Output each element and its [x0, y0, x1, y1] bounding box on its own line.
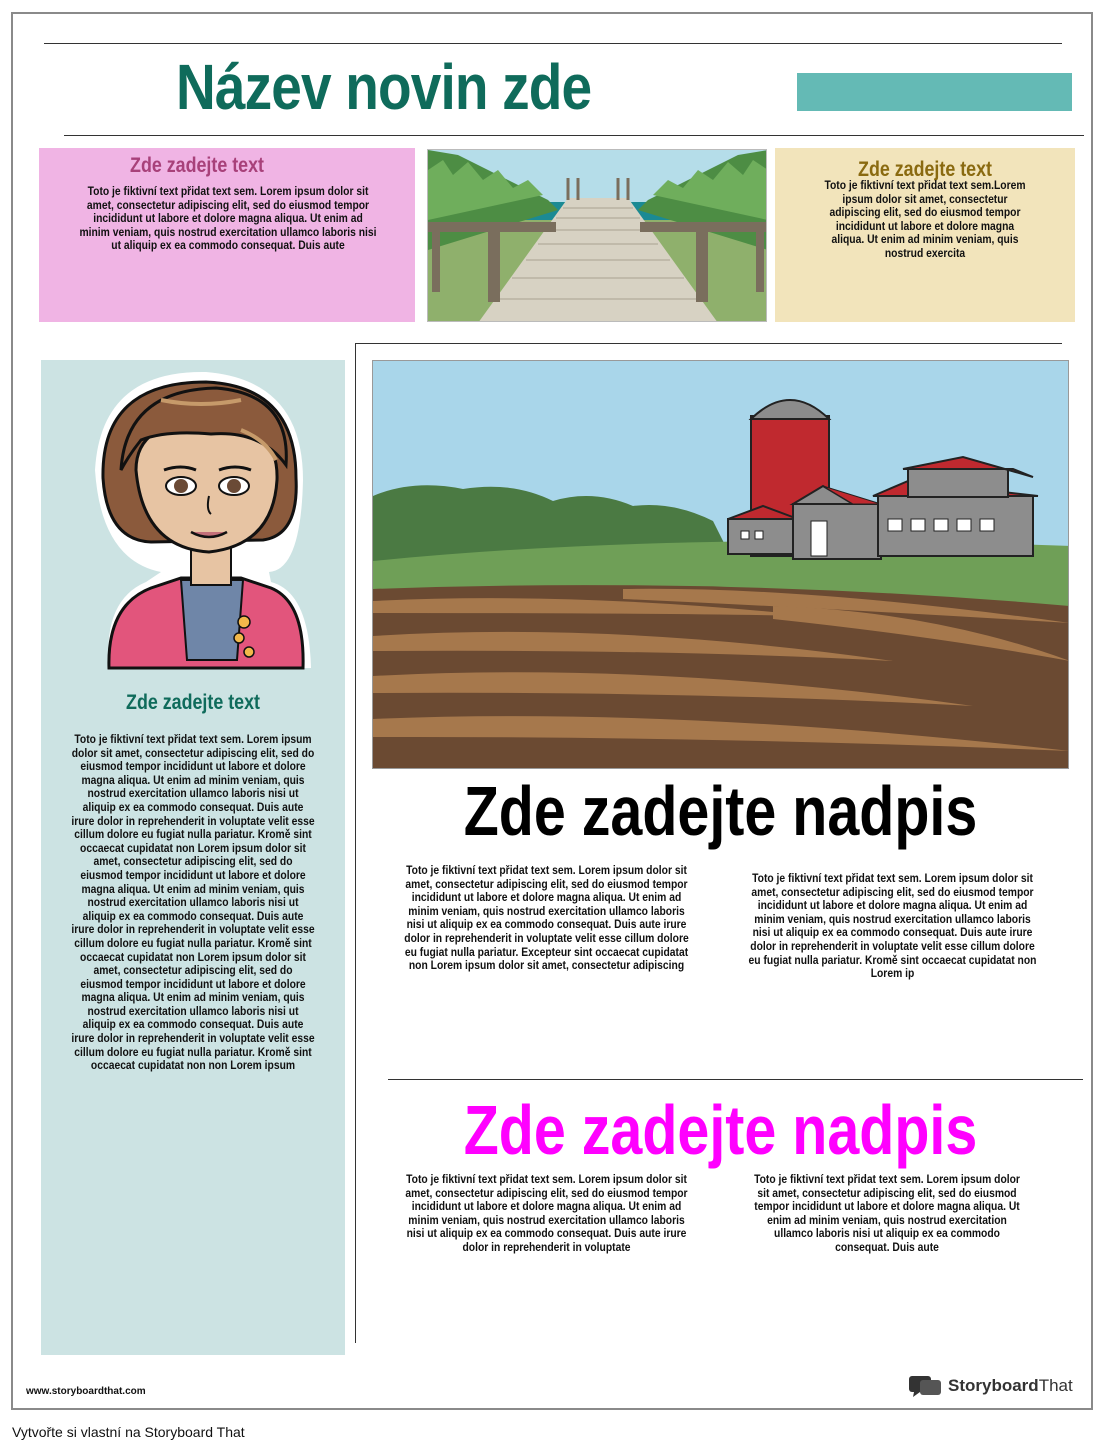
sidebar-body: Toto je fiktivní text přidat text sem. Lorem ipsum dolor sit amet, consectetur adipiscing elit, sed do eiusmod tempor incididunt ut labore et dolore magna aliqua. Ut enim ad minim veniam, quis nostrud exercitation ullamco laboris nisi ut aliquip ex ea commodo consequat. Duis aute irure dolor in reprehenderit in voluptate velit esse cillum dolore eu fugiat nulla pariatur. Kromě sint occaecat cupidatat non Lorem ipsum dolor sit amet, consectetur adipiscing elit, sed do eiusmod tempor incididunt ut labore et dolore magna aliqua. Ut enim ad minim veniam, quis nostrud exercitation ullamco laboris nisi ut aliquip ex ea commodo consequat. Duis aute irure dolor in reprehenderit in voluptate velit esse cillum dolore eu fugiat nulla pariatur. Kromě sint occaecat cupidatat non Lorem ipsum dolor sit amet, consectetur adipiscing elit, sed do eiusmod tempor incididunt ut labore et dolore magna aliqua. Ut enim ad minim veniam, quis nostrud exercitation ullamco laboris nisi ut aliquip ex ea commodo consequat. Duis aute irure dolor in reprehenderit in voluptate velit esse cillum dolore eu fugiat nulla pariatur. Kromě sint occaecat cupidatat non non Lorem ipsum	[71, 732, 315, 1073]
masthead-top-rule	[44, 43, 1062, 44]
article2-col1: Toto je fiktivní text přidat text sem. Lorem ipsum dolor sit amet, consectetur adipiscing elit, sed do eiusmod tempor incididunt ut labore et dolore magna aliqua. Ut enim ad minim veniam, quis nostrud exercitation ullamco laboris nisi ut aliquip ex ea commodo consequat. Duis aute irure dolor in reprehenderit in voluptate	[405, 1172, 688, 1254]
create-your-own-note[interactable]: Vytvořte si vlastní na Storyboard That	[12, 1424, 245, 1440]
farm-image	[372, 360, 1069, 769]
section-rule	[355, 343, 1062, 344]
article2-headline: Zde zadejte nadpis	[463, 1091, 978, 1169]
boardwalk-image	[427, 149, 767, 322]
top-right-text-box	[775, 148, 1075, 322]
newspaper-title: Název novin zde	[176, 51, 592, 123]
masthead-bottom-rule	[64, 135, 1084, 136]
speech-bubbles-icon	[908, 1374, 942, 1398]
top-right-heading: Zde zadejte text	[858, 158, 992, 181]
article2-rule	[388, 1079, 1083, 1080]
sidebar-box	[41, 360, 345, 1355]
article1-col1: Toto je fiktivní text přidat text sem. Lorem ipsum dolor sit amet, consectetur adipiscing elit, sed do eiusmod tempor incididunt ut labore et dolore magna aliqua. Ut enim ad minim veniam, quis nostrud exercitation ullamco laboris nisi ut aliquip ex ea commodo consequat. Duis aute irure dolor in reprehenderit in voluptate velit esse cillum dolore eu fugiat nulla pariatur. Excepteur sint occaecat cupidatat non Lorem ipsum dolor sit amet, consectetur adipiscing	[404, 863, 689, 973]
top-left-heading: Zde zadejte text	[130, 154, 264, 177]
logo-text-that: That	[1038, 1376, 1073, 1395]
article2-col2: Toto je fiktivní text přidat text sem. Lorem ipsum dolor sit amet, consectetur adipiscing elit, sed do eiusmod tempor incididunt ut labore et dolore magna aliqua. Ut enim ad minim veniam, quis nostrud exercitation ullamco laboris nisi ut aliquip ex ea commodo consequat. Duis aute	[754, 1172, 1020, 1254]
article1-col2: Toto je fiktivní text přidat text sem. Lorem ipsum dolor sit amet, consectetur adipiscing elit, sed do eiusmod tempor incididunt ut labore et dolore magna aliqua. Ut enim ad minim veniam, quis nostrud exercitation ullamco laboris nisi ut aliquip ex ea commodo consequat. Duis aute irure dolor in reprehenderit in voluptate velit esse cillum dolore eu fugiat nulla pariatur. Kromě sint occaecat cupidatat non Lorem ip	[748, 871, 1037, 981]
masthead-accent-bar	[797, 73, 1072, 111]
woman-portrait	[41, 360, 345, 670]
top-left-body: Toto je fiktivní text přidat text sem. Lorem ipsum dolor sit amet, consectetur adipiscing elit, sed do eiusmod tempor incididunt ut labore et dolore magna aliqua. Ut enim ad minim veniam, quis nostrud exercitation ullamco laboris nisi ut aliquip ex ea commodo consequat. Duis aute	[79, 184, 377, 253]
footer-url[interactable]: www.storyboardthat.com	[26, 1386, 146, 1397]
column-rule	[355, 343, 356, 1343]
logo-text-storyboard: Storyboard	[948, 1376, 1039, 1395]
storyboardthat-logo	[908, 1373, 1073, 1399]
top-right-body: Toto je fiktivní text přidat text sem.Lorem ipsum dolor sit amet, consectetur adipiscing elit, sed do eiusmod tempor incididunt ut labore et dolore magna aliqua. Ut enim ad minim veniam, quis nostrud exercita	[824, 178, 1026, 260]
article1-headline: Zde zadejte nadpis	[463, 772, 978, 850]
sidebar-heading: Zde zadejte text	[126, 691, 260, 714]
top-left-text-box	[39, 148, 415, 322]
